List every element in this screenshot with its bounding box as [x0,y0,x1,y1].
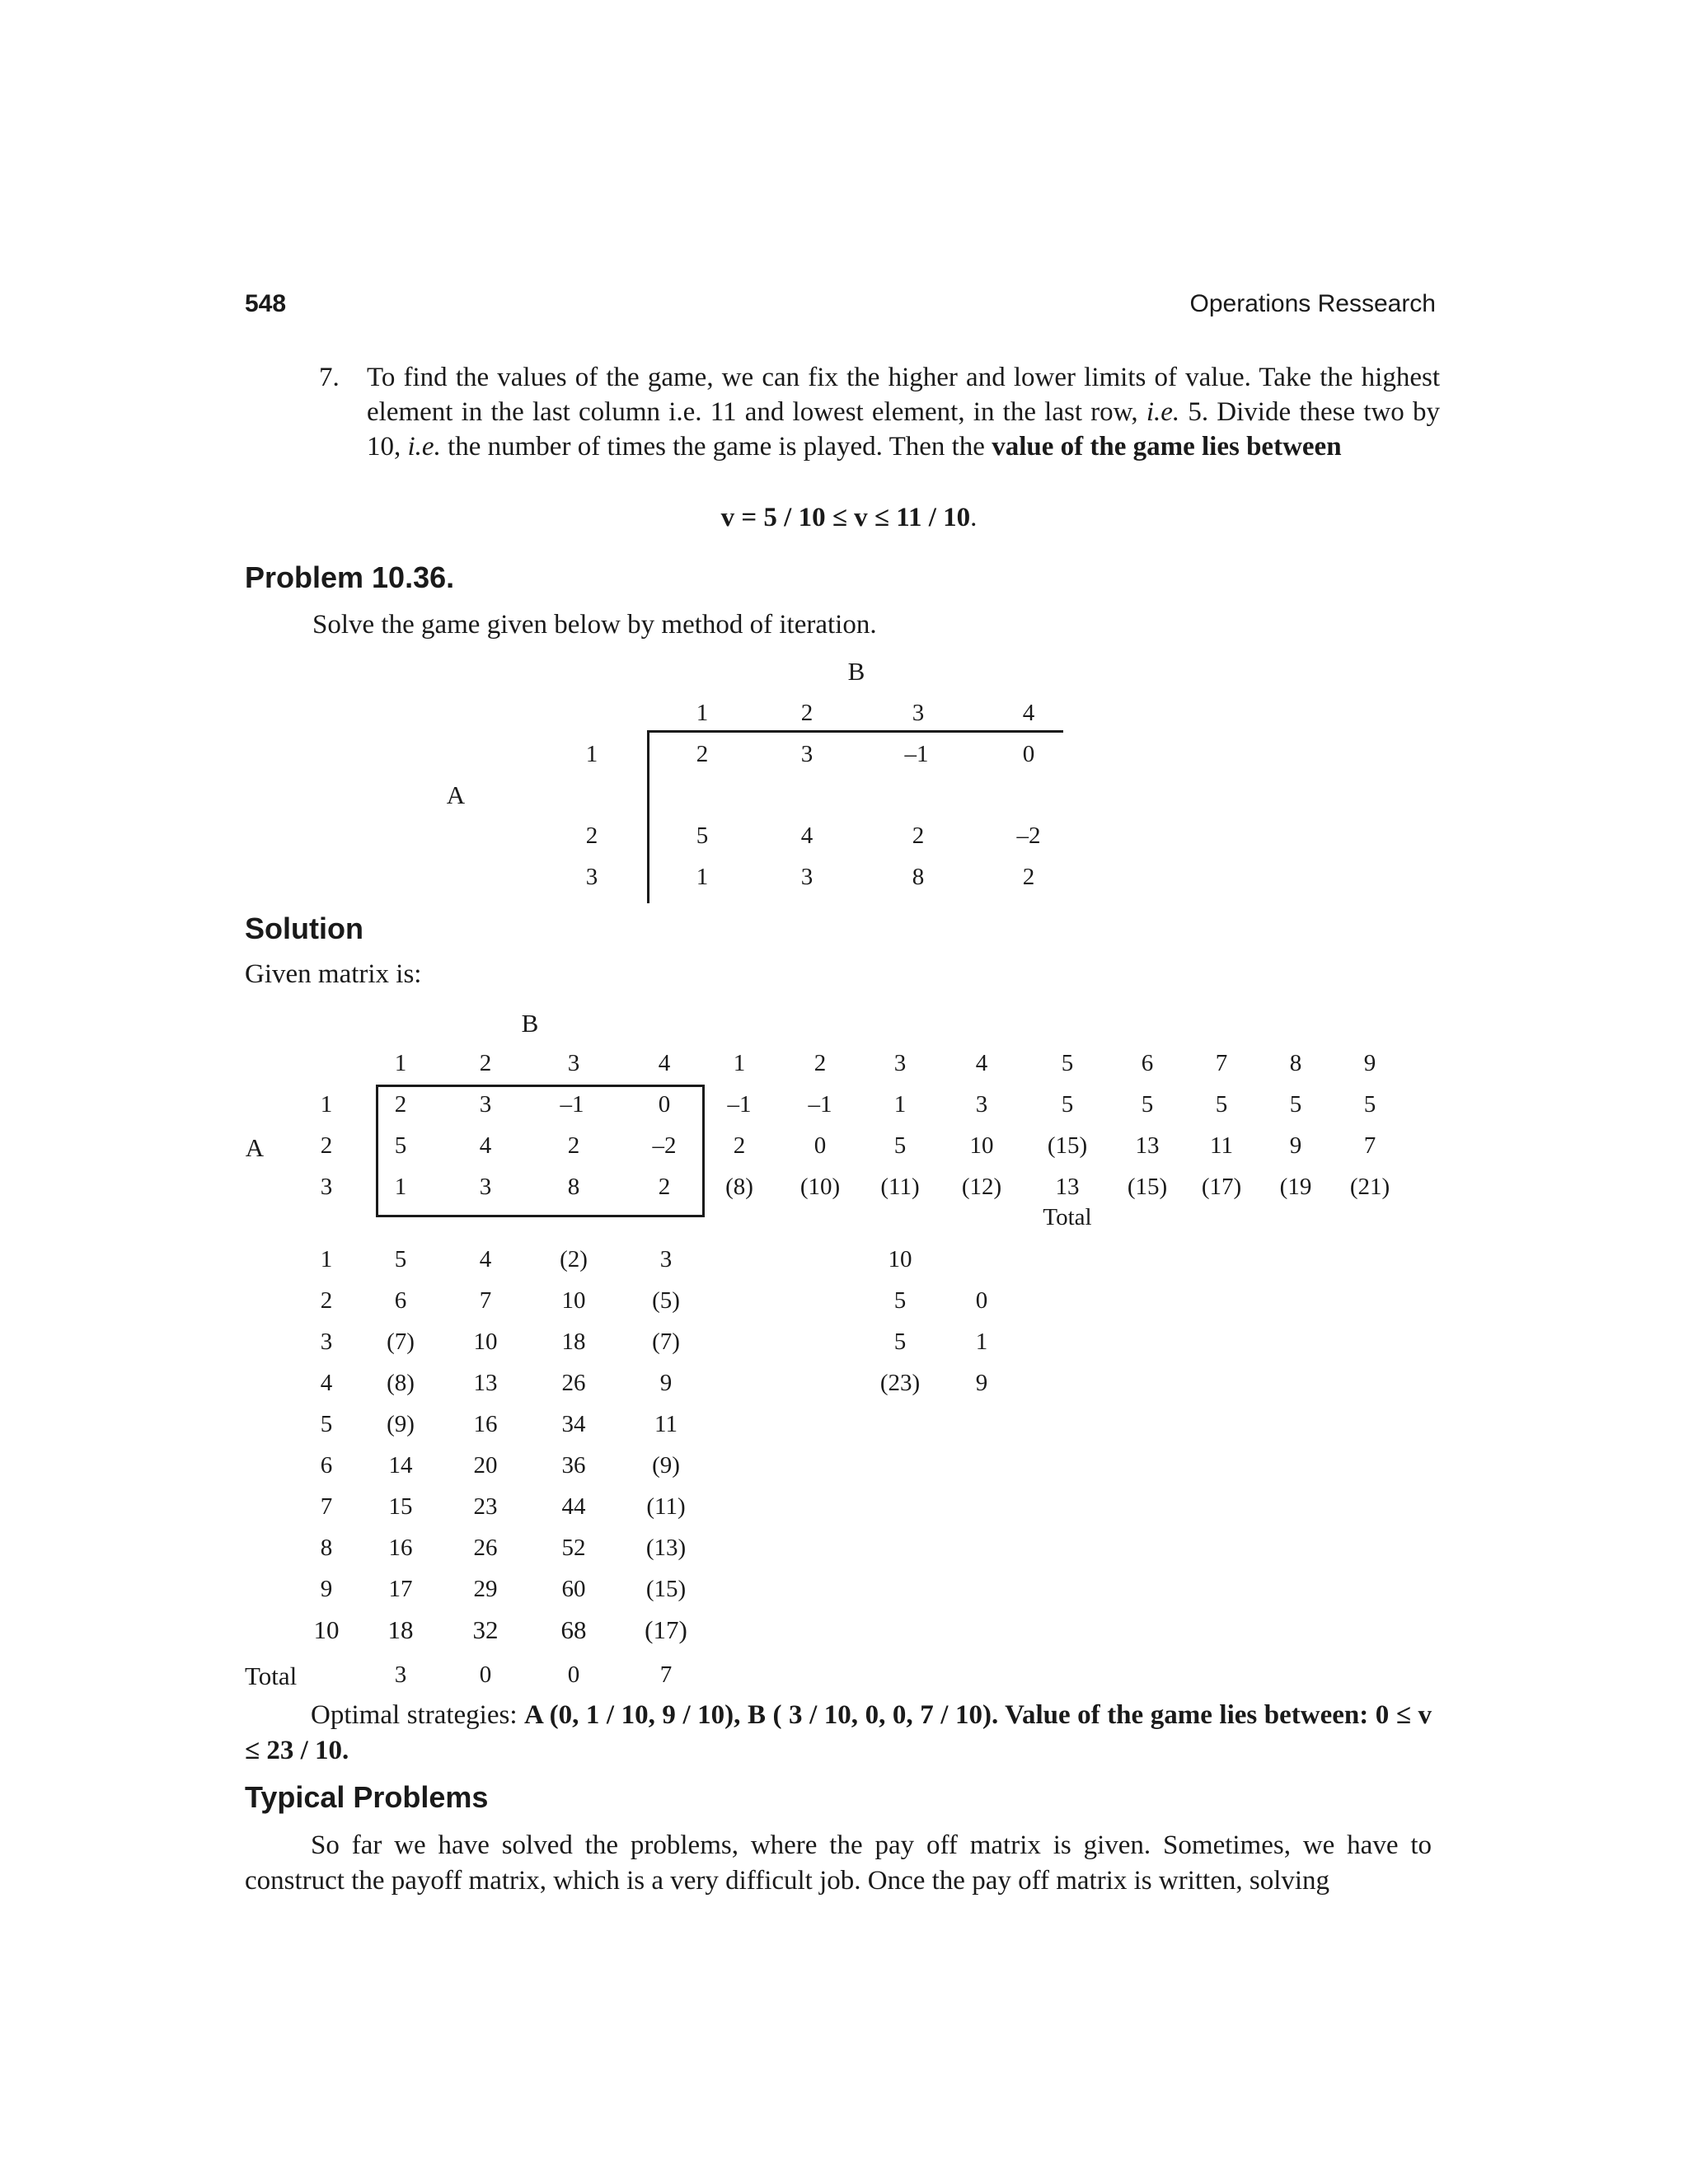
iteration-cell: 13 [1135,1132,1160,1159]
iteration-cell: 5 [1363,1091,1376,1118]
b-iteration-cell: 7 [479,1287,492,1314]
b-iteration-cell: 68 [560,1615,587,1644]
b-iteration-cell: (7) [387,1329,415,1355]
solution-player-b-label: B [521,1009,539,1038]
problem-cell: 1 [696,864,709,890]
iteration-number: 2 [320,1287,333,1314]
iteration-number: 9 [320,1576,333,1602]
solution-matrix-cell: 1 [394,1174,407,1200]
b-iteration-cell: (2) [560,1246,588,1272]
iteration-number: 6 [320,1452,333,1479]
problem-row-label: 2 [585,823,598,849]
problem-col-header: 3 [912,700,925,726]
iteration-cell: 11 [1210,1132,1233,1159]
total-cell: 0 [567,1661,580,1688]
optimal-strategies-label: Optimal strategies: [311,1700,525,1730]
b-iteration-cell: (11) [646,1493,686,1520]
b-iteration-cell: (7) [652,1329,680,1355]
iteration-number: 3 [320,1329,333,1355]
problem-row-label: 3 [585,864,598,890]
solution-matrix-cell: 8 [567,1174,580,1200]
iteration-cell: (8) [725,1174,753,1200]
b-iteration-cell: 44 [561,1493,586,1520]
b-iteration-cell: 29 [473,1576,498,1602]
problem-matrix-left-rule [647,730,649,903]
iteration-total-label: Total [1043,1204,1092,1230]
iteration-col-header: 9 [1363,1050,1376,1076]
iteration-cell: (15) [1047,1132,1088,1159]
problem-cell: 0 [1022,741,1035,767]
problem-col-header: 4 [1022,700,1035,726]
b-iteration-cell: 3 [659,1246,673,1272]
iteration-cell: (12) [961,1174,1002,1200]
b-iteration-cell: 4 [479,1246,492,1272]
b-iteration-cell: 52 [561,1535,586,1561]
b-iteration-cell: 15 [388,1493,413,1520]
iteration-cell: 10 [969,1132,994,1159]
solution-col-header: 3 [567,1050,580,1076]
b-iteration-cell: 10 [473,1329,498,1355]
iteration-cell: (17) [1201,1174,1242,1200]
b-iteration-cell: (5) [652,1287,680,1314]
b-iteration-cell: (9) [652,1452,680,1479]
b-iteration-cell: 20 [473,1452,498,1479]
iteration-col-header: 5 [1061,1050,1074,1076]
iteration-cell: (21) [1349,1174,1390,1200]
problem-player-a-label: A [446,780,466,809]
typical-problems-heading: Typical Problems [245,1780,489,1814]
value-inequality-end: . [970,503,978,532]
solution-row-label: 1 [320,1091,333,1118]
side-column-b-cell: 1 [975,1329,988,1355]
solution-matrix-cell: 5 [394,1132,407,1159]
totals-label: Total [245,1661,298,1690]
iteration-cell: (11) [880,1174,920,1200]
item7-ie-1: i.e. [1146,397,1180,427]
b-iteration-cell: (8) [387,1370,415,1396]
problem-cell: –2 [1016,823,1041,849]
iteration-col-header: 1 [733,1050,746,1076]
problem-cell: 2 [696,741,709,767]
iteration-cell: 9 [1289,1132,1302,1159]
problem-heading: Problem 10.36. [245,560,455,594]
iteration-cell: 5 [1061,1091,1074,1118]
iteration-cell: 5 [1215,1091,1228,1118]
solution-matrix-cell: 4 [479,1132,492,1159]
b-iteration-cell: 5 [394,1246,407,1272]
problem-cell: 8 [912,864,925,890]
b-iteration-cell: 18 [387,1615,414,1644]
b-iteration-cell: 23 [473,1493,498,1520]
problem-cell: 4 [800,823,814,849]
iteration-col-header: 3 [893,1050,907,1076]
optimal-strategies-result: A (0, 1 / 10, 9 / 10), B ( 3 / 10, 0, 0, 7 / 10). Value of the game lies between: 0 ≤ v ≤ 23 / 10. [245,1700,1432,1765]
b-iteration-cell: 36 [561,1452,586,1479]
side-column-a-cell: 5 [893,1287,907,1314]
solution-matrix-cell: –1 [560,1091,584,1118]
total-cell: 3 [394,1661,407,1688]
b-iteration-cell: 14 [388,1452,413,1479]
iteration-cell: 5 [1141,1091,1154,1118]
iteration-cell: 0 [814,1132,827,1159]
iteration-col-header: 8 [1289,1050,1302,1076]
total-cell: 0 [479,1661,492,1688]
b-iteration-cell: 17 [388,1576,413,1602]
item7-text-a: To find the values of the game, we can fix the higher and lower limits of value. Take the highest element in the last column i.e. 11 and lowest element, in the last row, [367,363,1440,427]
b-iteration-cell: 16 [473,1411,498,1437]
solution-matrix-cell: 2 [567,1132,580,1159]
list-item-text [367,360,1440,464]
item7-text-b: 5. Divide these two by 10, [367,397,1440,462]
b-iteration-cell: 10 [561,1287,586,1314]
iteration-number: 8 [320,1535,333,1561]
problem-col-header: 2 [800,700,814,726]
total-cell: 7 [659,1661,673,1688]
solution-row-label: 3 [320,1174,333,1200]
solution-col-header: 4 [658,1050,671,1076]
problem-cell: 3 [800,864,814,890]
iteration-number: 1 [320,1246,333,1272]
value-inequality [721,503,978,533]
page-number: 548 [245,290,287,317]
problem-matrix-top-rule [647,730,1063,733]
iteration-number: 4 [320,1370,333,1396]
problem-cell: 3 [800,741,814,767]
b-iteration-cell: 34 [561,1411,586,1437]
b-iteration-cell: (9) [387,1411,415,1437]
iteration-cell: (10) [799,1174,841,1200]
item7-text-c: the number of times the game is played. Then the [440,432,992,462]
typical-problems-paragraph: So far we have solved the problems, where the pay off matrix is given. Sometimes, we have to construct the payoff matrix, which is a very difficult job. Once the pay off matrix is written, solving [245,1830,1432,1896]
iteration-col-header: 2 [814,1050,827,1076]
b-iteration-cell: 18 [561,1329,586,1355]
problem-statement: Solve the game given below by method of iteration. [312,610,877,640]
solution-col-header: 1 [394,1050,407,1076]
b-iteration-cell: 32 [472,1615,499,1644]
side-column-a-cell: (23) [879,1370,921,1396]
b-iteration-cell: 9 [659,1370,673,1396]
iteration-number: 5 [320,1411,333,1437]
iteration-cell: (15) [1127,1174,1168,1200]
iteration-col-header: 4 [975,1050,988,1076]
solution-intro: Given matrix is: [245,959,422,989]
b-iteration-cell: (13) [645,1535,687,1561]
b-iteration-cell: 6 [394,1287,407,1314]
b-iteration-cell: 26 [473,1535,498,1561]
problem-cell: 2 [912,823,925,849]
b-iteration-cell: (17) [645,1615,687,1644]
problem-cell: 2 [1022,864,1035,890]
iteration-cell: 3 [975,1091,988,1118]
b-iteration-cell: (15) [645,1576,687,1602]
iteration-number: 10 [313,1615,340,1644]
iteration-cell: –1 [808,1091,832,1118]
solution-matrix-cell: 0 [658,1091,671,1118]
iteration-col-header: 6 [1141,1050,1154,1076]
solution-matrix-box [376,1085,705,1217]
solution-player-a-label: A [245,1133,265,1162]
side-column-b-cell: 9 [975,1370,988,1396]
optimal-strategies-paragraph [245,1698,1432,1769]
item7-ie-2: i.e. [407,432,441,462]
problem-cell: –1 [904,741,929,767]
solution-matrix-cell: 2 [394,1091,407,1118]
iteration-cell: 13 [1055,1174,1080,1200]
b-iteration-cell: 13 [473,1370,498,1396]
problem-col-header: 1 [696,700,709,726]
iteration-cell: 5 [893,1132,907,1159]
solution-col-header: 2 [479,1050,492,1076]
solution-matrix-cell: –2 [652,1132,677,1159]
solution-row-label: 2 [320,1132,333,1159]
iteration-col-header: 7 [1215,1050,1228,1076]
item7-bold-text: value of the game lies between [992,432,1342,462]
solution-matrix-cell: 2 [658,1174,671,1200]
problem-cell: 5 [696,823,709,849]
iteration-cell: –1 [727,1091,752,1118]
problem-player-b-label: B [847,657,865,686]
b-iteration-cell: 11 [654,1411,678,1437]
value-inequality-expr: v = 5 / 10 ≤ v ≤ 11 / 10 [720,503,971,532]
running-header-title: Operations Ressearch [1189,290,1436,317]
iteration-cell: (19 [1279,1174,1312,1200]
iteration-cell: 5 [1289,1091,1302,1118]
iteration-cell: 1 [893,1091,907,1118]
b-iteration-cell: 60 [561,1576,586,1602]
side-column-b-cell: 0 [975,1287,988,1314]
problem-row-label: 1 [585,741,598,767]
list-item-number: 7. [319,363,340,392]
iteration-cell: 2 [733,1132,746,1159]
iteration-cell: 7 [1363,1132,1376,1159]
solution-matrix-cell: 3 [479,1174,492,1200]
iteration-number: 7 [320,1493,333,1520]
side-column-a-cell: 5 [893,1329,907,1355]
solution-matrix-cell: 3 [479,1091,492,1118]
b-iteration-cell: 26 [561,1370,586,1396]
side-column-a-cell: 10 [888,1246,912,1272]
b-iteration-cell: 16 [388,1535,413,1561]
solution-heading: Solution [245,912,363,945]
